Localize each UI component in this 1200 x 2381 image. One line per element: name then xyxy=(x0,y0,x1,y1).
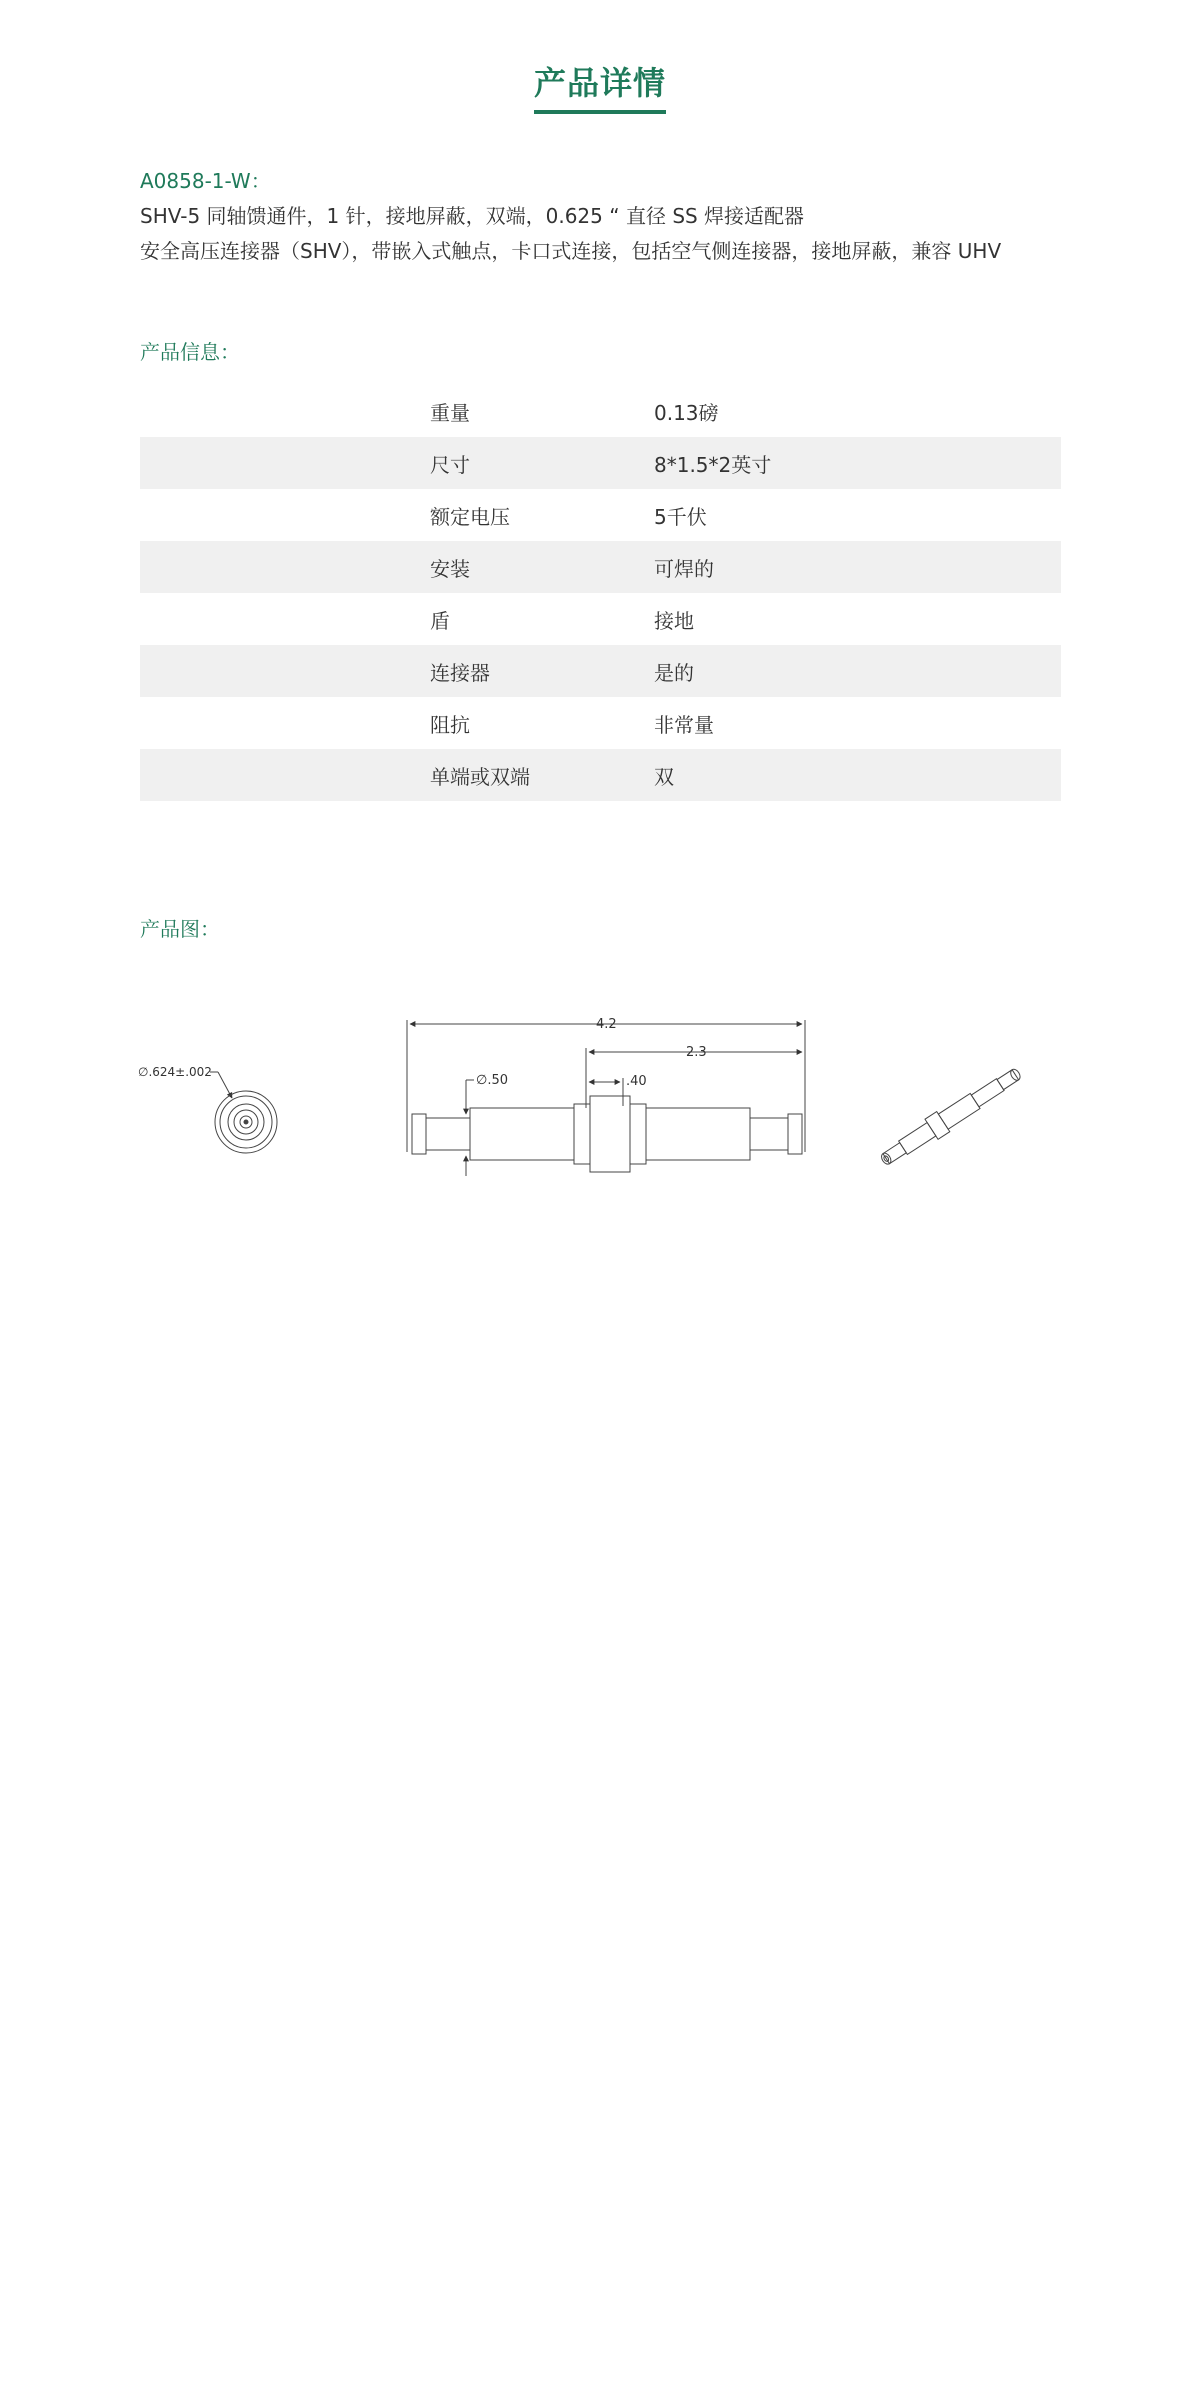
spec-row xyxy=(140,489,1061,541)
spec-row xyxy=(140,385,1061,437)
end-diameter-dimension: ∅.624±.002 xyxy=(138,1065,212,1079)
product-info-label: 产品信息： xyxy=(140,340,240,364)
spec-value: 0.13磅 xyxy=(654,400,719,425)
spec-row xyxy=(140,645,1061,697)
drawing-svg xyxy=(130,990,1070,1190)
page-title-wrap xyxy=(0,58,1200,114)
spec-row xyxy=(140,749,1061,801)
end-view-drawing xyxy=(138,1065,277,1153)
spec-key: 阻抗 xyxy=(430,712,470,737)
half-length-dimension: 2.3 xyxy=(686,1045,707,1060)
spec-key: 重量 xyxy=(430,400,470,425)
spec-key: 安装 xyxy=(430,556,470,581)
product-drawing-label: 产品图： xyxy=(140,917,220,941)
spec-row xyxy=(140,541,1061,593)
spec-value: 双 xyxy=(654,764,674,789)
nut-width-dimension: .40 xyxy=(626,1074,647,1089)
spec-key: 额定电压 xyxy=(430,504,510,529)
product-description-line2: 安全高压连接器（SHV），带嵌入式触点，卡口式连接，包括空气侧连接器，接地屏蔽，兼容 UHV xyxy=(140,239,1002,263)
spec-value: 接地 xyxy=(654,608,694,633)
overall-length-dimension: 4.2 xyxy=(596,1017,617,1032)
spec-key: 尺寸 xyxy=(430,452,470,477)
spec-value: 5千伏 xyxy=(654,504,707,529)
product-description-line1: SHV-5 同轴馈通件，1 针，接地屏蔽，双端，0.625 “ 直径 SS 焊接适配器 xyxy=(140,204,805,228)
spec-value: 8*1.5*2英寸 xyxy=(654,452,772,477)
spec-key: 盾 xyxy=(430,608,450,633)
spec-value: 是的 xyxy=(654,660,694,685)
spec-table xyxy=(140,385,1061,801)
spec-value: 可焊的 xyxy=(654,556,714,581)
page-title: 产品详情 xyxy=(534,58,666,114)
side-view-drawing xyxy=(407,1017,805,1176)
spec-row xyxy=(140,437,1061,489)
technical-drawings xyxy=(130,990,1070,1190)
spec-row xyxy=(140,697,1061,749)
model-label: A0858-1-W： xyxy=(140,169,271,193)
spec-key: 单端或双端 xyxy=(430,764,530,789)
body-diameter-dimension: ∅.50 xyxy=(476,1073,508,1088)
spec-row xyxy=(140,593,1061,645)
spec-value: 非常量 xyxy=(654,712,714,737)
isometric-view-drawing xyxy=(876,1063,1025,1171)
spec-key: 连接器 xyxy=(430,660,490,685)
